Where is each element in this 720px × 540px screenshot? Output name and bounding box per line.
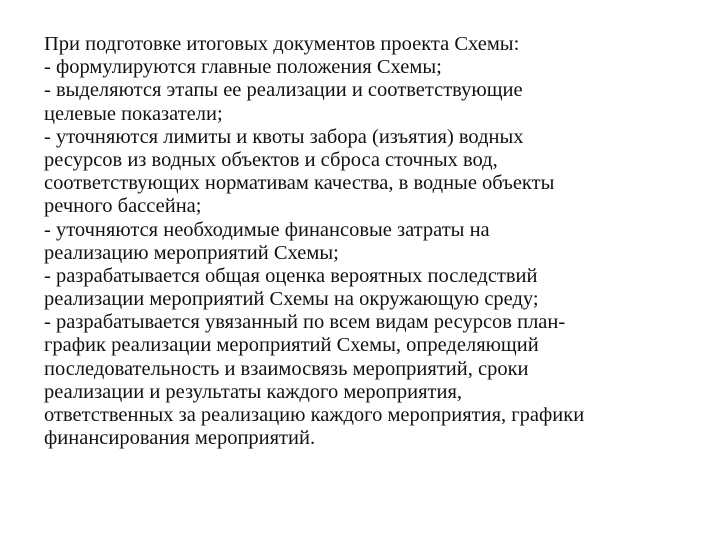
list-item-line: - разрабатывается общая оценка вероятных последствий — [44, 264, 538, 287]
list-item-line: - уточняются лимиты и квоты забора (изъятия) водных — [44, 125, 524, 148]
list-item-line: соответствующих нормативам качества, в водные объекты — [44, 172, 555, 195]
list-item-line: - формулируются главные положения Схемы; — [44, 56, 442, 79]
list-item-line: финансирования мероприятий. — [44, 427, 316, 450]
list-item-line: ресурсов из водных объектов и сброса сточных вод, — [44, 148, 498, 171]
text-block — [44, 33, 684, 450]
list-item-line: речного бассейна; — [44, 195, 202, 218]
list-item-line: - разрабатывается увязанный по всем видам ресурсов план- — [44, 311, 566, 334]
list-item-line: - выделяются этапы ее реализации и соответствующие — [44, 79, 523, 102]
list-item-line: реализации мероприятий Схемы на окружающую среду; — [44, 288, 539, 311]
list-item-line: график реализации мероприятий Схемы, определяющий — [44, 334, 539, 357]
list-item-line: последовательность и взаимосвязь мероприятий, сроки — [44, 357, 529, 380]
list-item-line: - уточняются необходимые финансовые затраты на — [44, 218, 490, 241]
list-item-line: ответственных за реализацию каждого мероприятия, графики — [44, 404, 585, 426]
list-item-line: реализацию мероприятий Схемы; — [44, 241, 339, 264]
list-item-line: реализации и результаты каждого мероприятия, — [44, 380, 462, 403]
list-item-line: целевые показатели; — [44, 102, 223, 125]
intro-line: При подготовке итоговых документов проекта Схемы: — [44, 33, 520, 55]
